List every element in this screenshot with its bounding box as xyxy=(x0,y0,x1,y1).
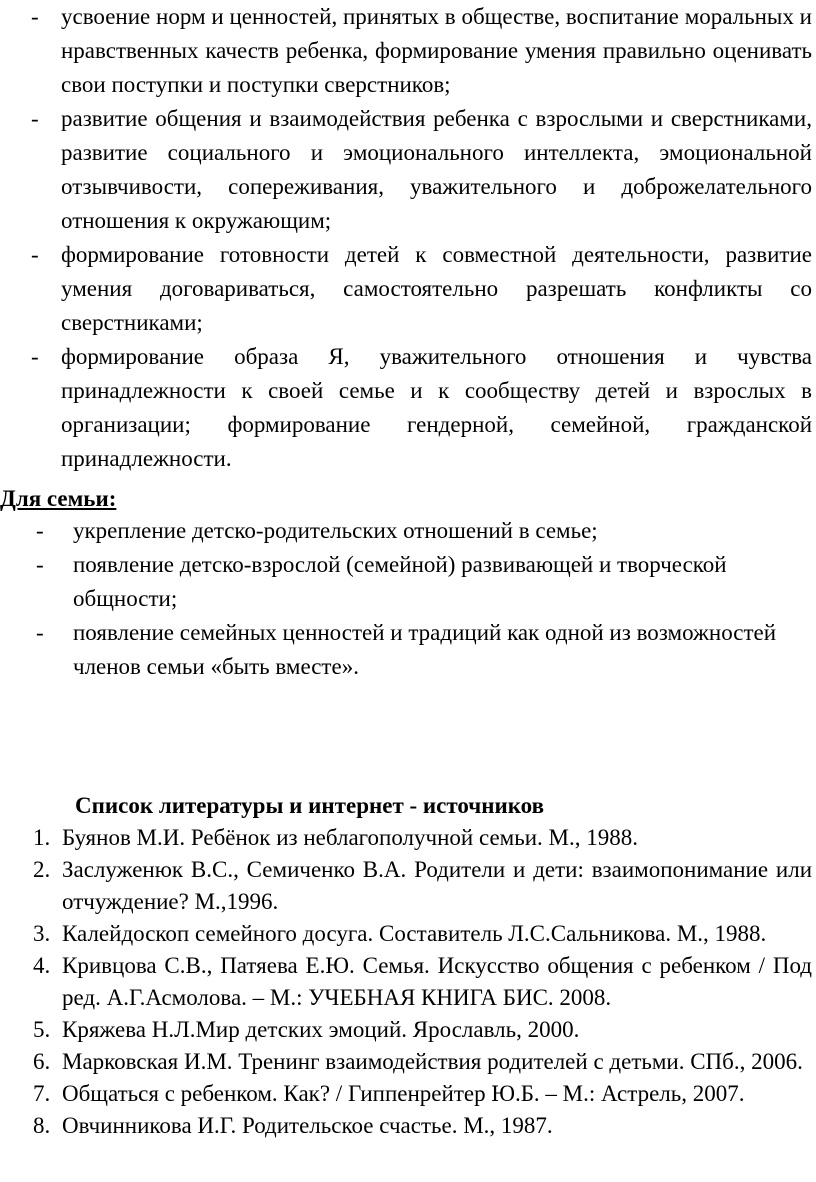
family-section-heading: Для семьи: xyxy=(0,486,117,511)
list-item-text: укрепление детско-родительских отношений в семье; xyxy=(73,518,598,543)
bibliography-list xyxy=(0,822,816,1142)
list-item-text: формирование готовности детей к совместной деятельности, развитие умения договариваться, самостоятельно разрешать конфликты со сверстниками; xyxy=(61,242,812,335)
entry-text: Овчинникова И.Г. Родительское счастье. М., 1987. xyxy=(62,1113,553,1138)
bibliography-entry xyxy=(0,950,816,1014)
list-dash: - xyxy=(31,106,39,131)
entry-number: 4. xyxy=(33,953,51,978)
list-item-text: усвоение норм и ценностей, принятых в обществе, воспитание моральных и нравственных качеств ребенка, формирование умения правильно оценивать свои поступки и поступки сверстников; xyxy=(61,4,812,97)
list-item xyxy=(0,514,816,548)
entry-text: Буянов М.И. Ребёнок из неблагополучной семьи. М., 1988. xyxy=(62,825,638,850)
list-item xyxy=(0,102,816,238)
list-dash: - xyxy=(31,344,39,369)
list-dash: - xyxy=(31,242,39,267)
bibliography-entry xyxy=(0,854,816,918)
bibliography-entry xyxy=(0,1014,816,1046)
list-item-text: появление семейных ценностей и традиций как одной из возможностей членов семьи «быть вместе». xyxy=(73,620,777,679)
entry-text: Кряжева Н.Л.Мир детских эмоций. Ярославль, 2000. xyxy=(62,1017,580,1042)
bibliography-entry xyxy=(0,1078,816,1110)
bibliography-entry xyxy=(0,822,816,854)
entry-number: 5. xyxy=(33,1017,51,1042)
list-dash: - xyxy=(36,552,44,577)
entry-text: Калейдоскоп семейного досуга. Составитель Л.С.Сальникова. М., 1988. xyxy=(62,921,767,946)
bibliography-entry xyxy=(0,918,816,950)
entry-number: 6. xyxy=(33,1049,51,1074)
entry-text: Кривцова С.В., Патяева Е.Ю. Семья. Искусство общения с ребенком / Под ред. А.Г.Асмолова. – М.: УЧЕБНАЯ КНИГА БИС. 2008. xyxy=(62,953,812,1010)
list-dash: - xyxy=(36,518,44,543)
list-item xyxy=(0,0,816,102)
society-goals-list xyxy=(0,0,816,476)
entry-text: Марковская И.М. Тренинг взаимодействия родителей с детьми. СПб., 2006. xyxy=(62,1049,803,1074)
list-item xyxy=(0,238,816,340)
list-item-text: развитие общения и взаимодействия ребенка с взрослыми и сверстниками, развитие социального и эмоционального интеллекта, эмоциональной отзывчивости, сопереживания, уважительного и доброжелательного отношения к окружающим; xyxy=(61,106,812,233)
list-dash: - xyxy=(36,620,44,645)
family-goals-list xyxy=(0,514,816,684)
entry-number: 7. xyxy=(33,1081,51,1106)
entry-text: Общаться с ребенком. Как? / Гиппенрейтер Ю.Б. – М.: Астрель, 2007. xyxy=(62,1081,745,1106)
entry-number: 3. xyxy=(33,921,51,946)
entry-text: Заслуженюк В.С., Семиченко В.А. Родители и дети: взаимопонимание или отчуждение? М.,1996. xyxy=(62,857,812,914)
list-item-text: формирование образа Я, уважительного отношения и чувства принадлежности к своей семье и к сообществу детей и взрослых в организации; формирование гендерной, семейной, гражданской принадлежности. xyxy=(61,344,812,471)
bibliography-title: Список литературы и интернет - источников xyxy=(75,793,545,818)
list-dash: - xyxy=(31,4,39,29)
entry-number: 8. xyxy=(33,1113,51,1138)
list-item-text: появление детско-взрослой (семейной) развивающей и творческой общности; xyxy=(73,552,727,611)
list-item xyxy=(0,616,816,684)
bibliography-entry xyxy=(0,1046,816,1078)
list-item xyxy=(0,548,816,616)
list-item xyxy=(0,340,816,476)
entry-number: 2. xyxy=(33,857,51,882)
bibliography-entry xyxy=(0,1110,816,1142)
entry-number: 1. xyxy=(33,825,51,850)
